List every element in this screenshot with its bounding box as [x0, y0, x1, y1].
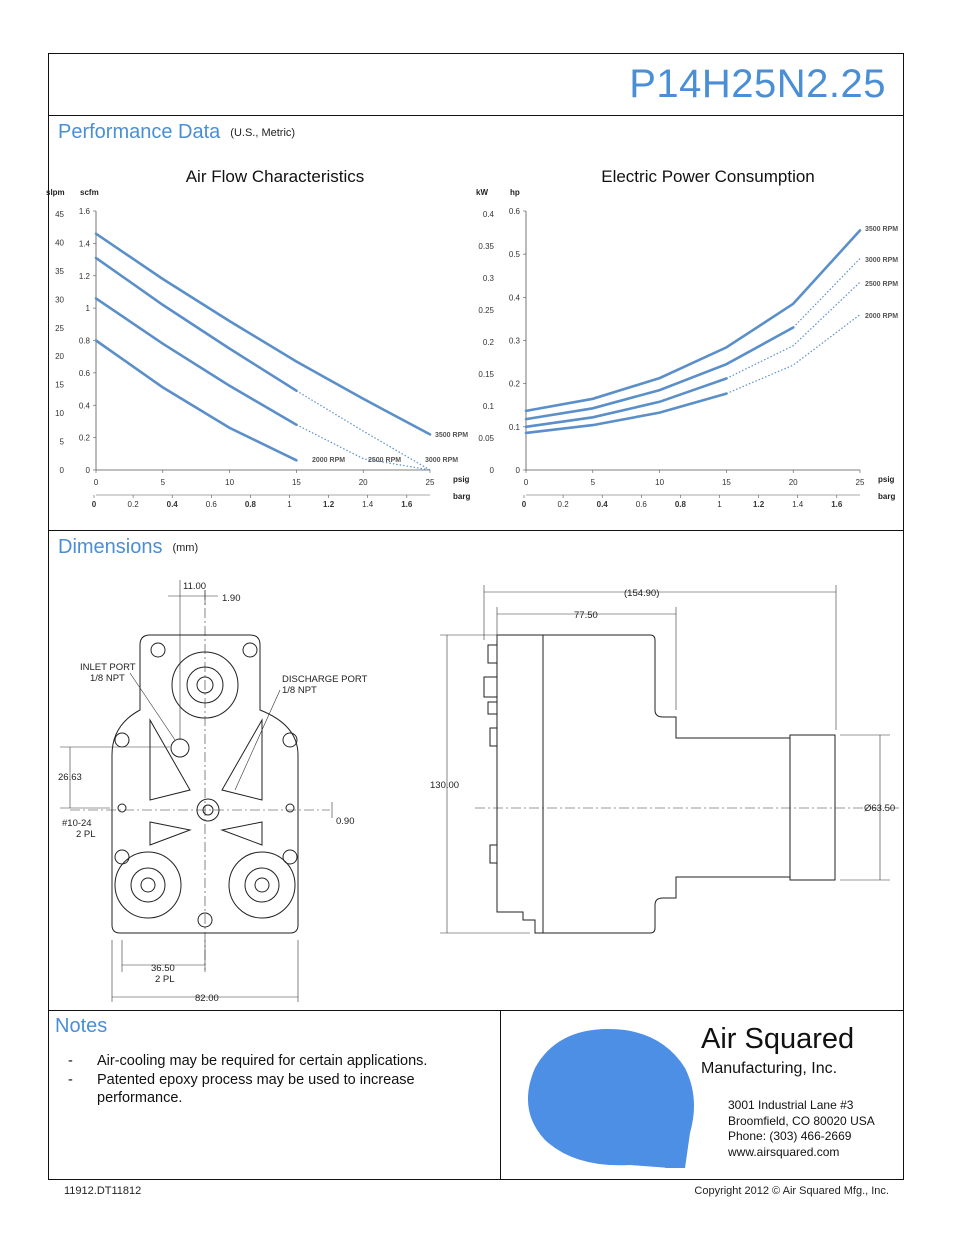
dim-77-50: 77.50 — [574, 610, 598, 621]
series-line — [526, 328, 793, 420]
left-port — [115, 852, 181, 918]
dimensions-heading: Dimensions (mm) — [58, 536, 199, 558]
x-tick-label: 15 — [721, 478, 731, 487]
website-link[interactable]: www.airsquared.com — [728, 1144, 840, 1159]
y-tick-label: 0 — [515, 466, 520, 475]
series-label: 3500 RPM — [435, 432, 469, 439]
note-item: - Patented epoxy process may be used to increase performance. — [68, 1072, 415, 1106]
y2-tick-label: 0.4 — [482, 210, 494, 219]
model-title: P14H25N2.25 — [629, 62, 886, 106]
dim-1-90: 1.90 — [222, 593, 241, 604]
y2-tick-label: 0.15 — [478, 370, 494, 379]
x-tick-label: 15 — [291, 478, 301, 487]
y-tick-label: 0.8 — [78, 336, 90, 346]
y-tick-label: 1.4 — [78, 239, 90, 249]
y2-tick-label: 45 — [55, 210, 64, 219]
dim-26-63: 26.63 — [58, 772, 82, 783]
x-tick-label: 10 — [225, 478, 235, 487]
x-tick-label: 25 — [425, 478, 435, 487]
dimension-drawing — [0, 560, 954, 1010]
x2-tick-label: 1.2 — [753, 500, 765, 509]
y-tick-label: 0.1 — [508, 422, 520, 432]
y-axis-label: hp — [510, 188, 520, 197]
company-name: Air Squared — [701, 1023, 855, 1055]
y-tick-label: 0.4 — [78, 401, 90, 411]
series-line — [526, 230, 860, 411]
y2-tick-label: 0.35 — [478, 242, 494, 251]
svg-text:1/8 NPT: 1/8 NPT — [282, 685, 317, 696]
y2-tick-label: 0.25 — [478, 306, 494, 315]
x2-tick-label: 0.8 — [244, 500, 256, 509]
svg-text:1/8 NPT: 1/8 NPT — [90, 673, 125, 684]
series-label: 2000 RPM — [865, 313, 899, 320]
y2-tick-label: 0.1 — [482, 402, 494, 411]
series-label: 2500 RPM — [368, 457, 402, 464]
x2-tick-label: 1 — [717, 500, 722, 509]
x-axis-label: psig — [878, 475, 895, 484]
y2-tick-label: 25 — [55, 323, 64, 333]
pump-side-outline — [497, 635, 835, 933]
y2-tick-label: 0.3 — [482, 274, 494, 283]
thread-label: #10-24 — [62, 818, 92, 829]
notes-divider — [500, 1010, 501, 1180]
y-tick-label: 0.2 — [508, 379, 520, 389]
x2-axis-label: barg — [878, 492, 896, 501]
notes-list — [60, 1052, 480, 1108]
x2-tick-label: 1.6 — [401, 500, 413, 509]
y2-tick-label: 5 — [59, 437, 64, 447]
dim-11: 11.00 — [183, 581, 207, 592]
x-tick-label: 10 — [655, 478, 665, 487]
y2-tick-label: 20 — [55, 352, 64, 362]
y2-tick-label: 35 — [55, 266, 64, 276]
y-tick-label: 0.6 — [508, 207, 520, 216]
x2-tick-label: 1 — [287, 500, 292, 509]
series-label: 2500 RPM — [865, 281, 899, 288]
x2-tick-label: 1.4 — [362, 500, 374, 509]
x2-tick-label: 0 — [521, 500, 527, 509]
dim-63-50: Ø63.50 — [864, 803, 896, 814]
x2-tick-label: 0.8 — [674, 500, 686, 509]
y2-tick-label: 10 — [55, 409, 64, 419]
svg-text:2 PL: 2 PL — [155, 974, 175, 985]
series-label: 3500 RPM — [865, 226, 899, 233]
series-label: 2000 RPM — [312, 457, 346, 464]
y-tick-label: 0.5 — [508, 250, 520, 260]
notes-heading: Notes — [55, 1015, 108, 1037]
x-tick-label: 0 — [93, 478, 99, 487]
x-tick-label: 5 — [590, 478, 596, 487]
series-label: 3000 RPM — [865, 257, 899, 264]
dim-82: 82.00 — [195, 993, 219, 1004]
y-tick-label: 1.2 — [78, 271, 90, 281]
x-tick-label: 20 — [788, 478, 798, 487]
y2-tick-label: 0 — [489, 466, 494, 475]
inlet-port-label: INLET PORT — [80, 662, 136, 673]
y-tick-label: 0 — [85, 466, 90, 475]
y-tick-label: 0.2 — [78, 433, 90, 443]
x2-tick-label: 0.4 — [596, 500, 608, 509]
y2-tick-label: 40 — [55, 238, 64, 248]
x2-tick-label: 1.2 — [323, 500, 335, 509]
x-tick-label: 5 — [160, 478, 166, 487]
y-tick-label: 0.4 — [508, 293, 520, 303]
y-tick-label: 1.6 — [78, 207, 90, 216]
dim-0-90: 0.90 — [336, 816, 355, 827]
performance-heading: Performance Data (U.S., Metric) — [58, 121, 296, 143]
x2-tick-label: 0.6 — [205, 500, 217, 509]
y-tick-label: 0.6 — [78, 368, 90, 378]
note-item: - Air-cooling may be required for certain applications. — [68, 1053, 428, 1069]
x2-tick-label: 0 — [91, 500, 97, 509]
power-chart — [0, 0, 954, 530]
y2-tick-label: 0 — [59, 466, 64, 475]
y2-tick-label: 15 — [55, 380, 64, 390]
y-axis-label: scfm — [80, 188, 99, 197]
y2-axis-label: slpm — [46, 188, 65, 197]
x2-tick-label: 0.2 — [557, 500, 569, 509]
svg-text:2 PL: 2 PL — [76, 829, 96, 840]
x-axis-label: psig — [453, 475, 470, 484]
x2-tick-label: 0.4 — [166, 500, 178, 509]
x-tick-label: 0 — [523, 478, 529, 487]
dim-36-50: 36.50 — [151, 963, 175, 974]
performance-divider — [48, 530, 904, 531]
x2-tick-label: 0.2 — [127, 500, 139, 509]
x2-tick-label: 1.6 — [831, 500, 843, 509]
series-label: 3000 RPM — [425, 457, 459, 464]
copyright: Copyright 2012 © Air Squared Mfg., Inc. — [694, 1185, 889, 1197]
y-tick-label: 1 — [85, 304, 90, 314]
x2-tick-label: 0.6 — [635, 500, 647, 509]
doc-id: 11912.DT11812 — [64, 1185, 142, 1197]
y2-tick-label: 30 — [55, 295, 64, 305]
power-chart-title: Electric Power Consumption — [601, 167, 815, 186]
x-tick-label: 25 — [855, 478, 865, 487]
y2-tick-label: 0.2 — [482, 338, 494, 347]
dim-154-90: (154.90) — [624, 588, 660, 599]
x2-axis-label: barg — [453, 492, 471, 501]
air-squared-logo — [515, 1018, 715, 1168]
dim-130: 130.00 — [430, 780, 460, 791]
discharge-port-label: DISCHARGE PORT — [282, 674, 368, 685]
dimensions-divider — [48, 1010, 904, 1011]
x2-tick-label: 1.4 — [792, 500, 804, 509]
x-tick-label: 20 — [358, 478, 368, 487]
y2-tick-label: 0.05 — [478, 434, 494, 443]
company-address: 3001 Industrial Lane #3 Broomfield, CO 80020 USA Phone: (303) 466-2669 www.airsquared.com — [728, 1098, 875, 1159]
airflow-chart-title: Air Flow Characteristics — [185, 167, 365, 186]
y-tick-label: 0.3 — [508, 336, 520, 346]
company-subname: Manufacturing, Inc. — [701, 1060, 838, 1077]
y2-axis-label: kW — [476, 188, 488, 197]
